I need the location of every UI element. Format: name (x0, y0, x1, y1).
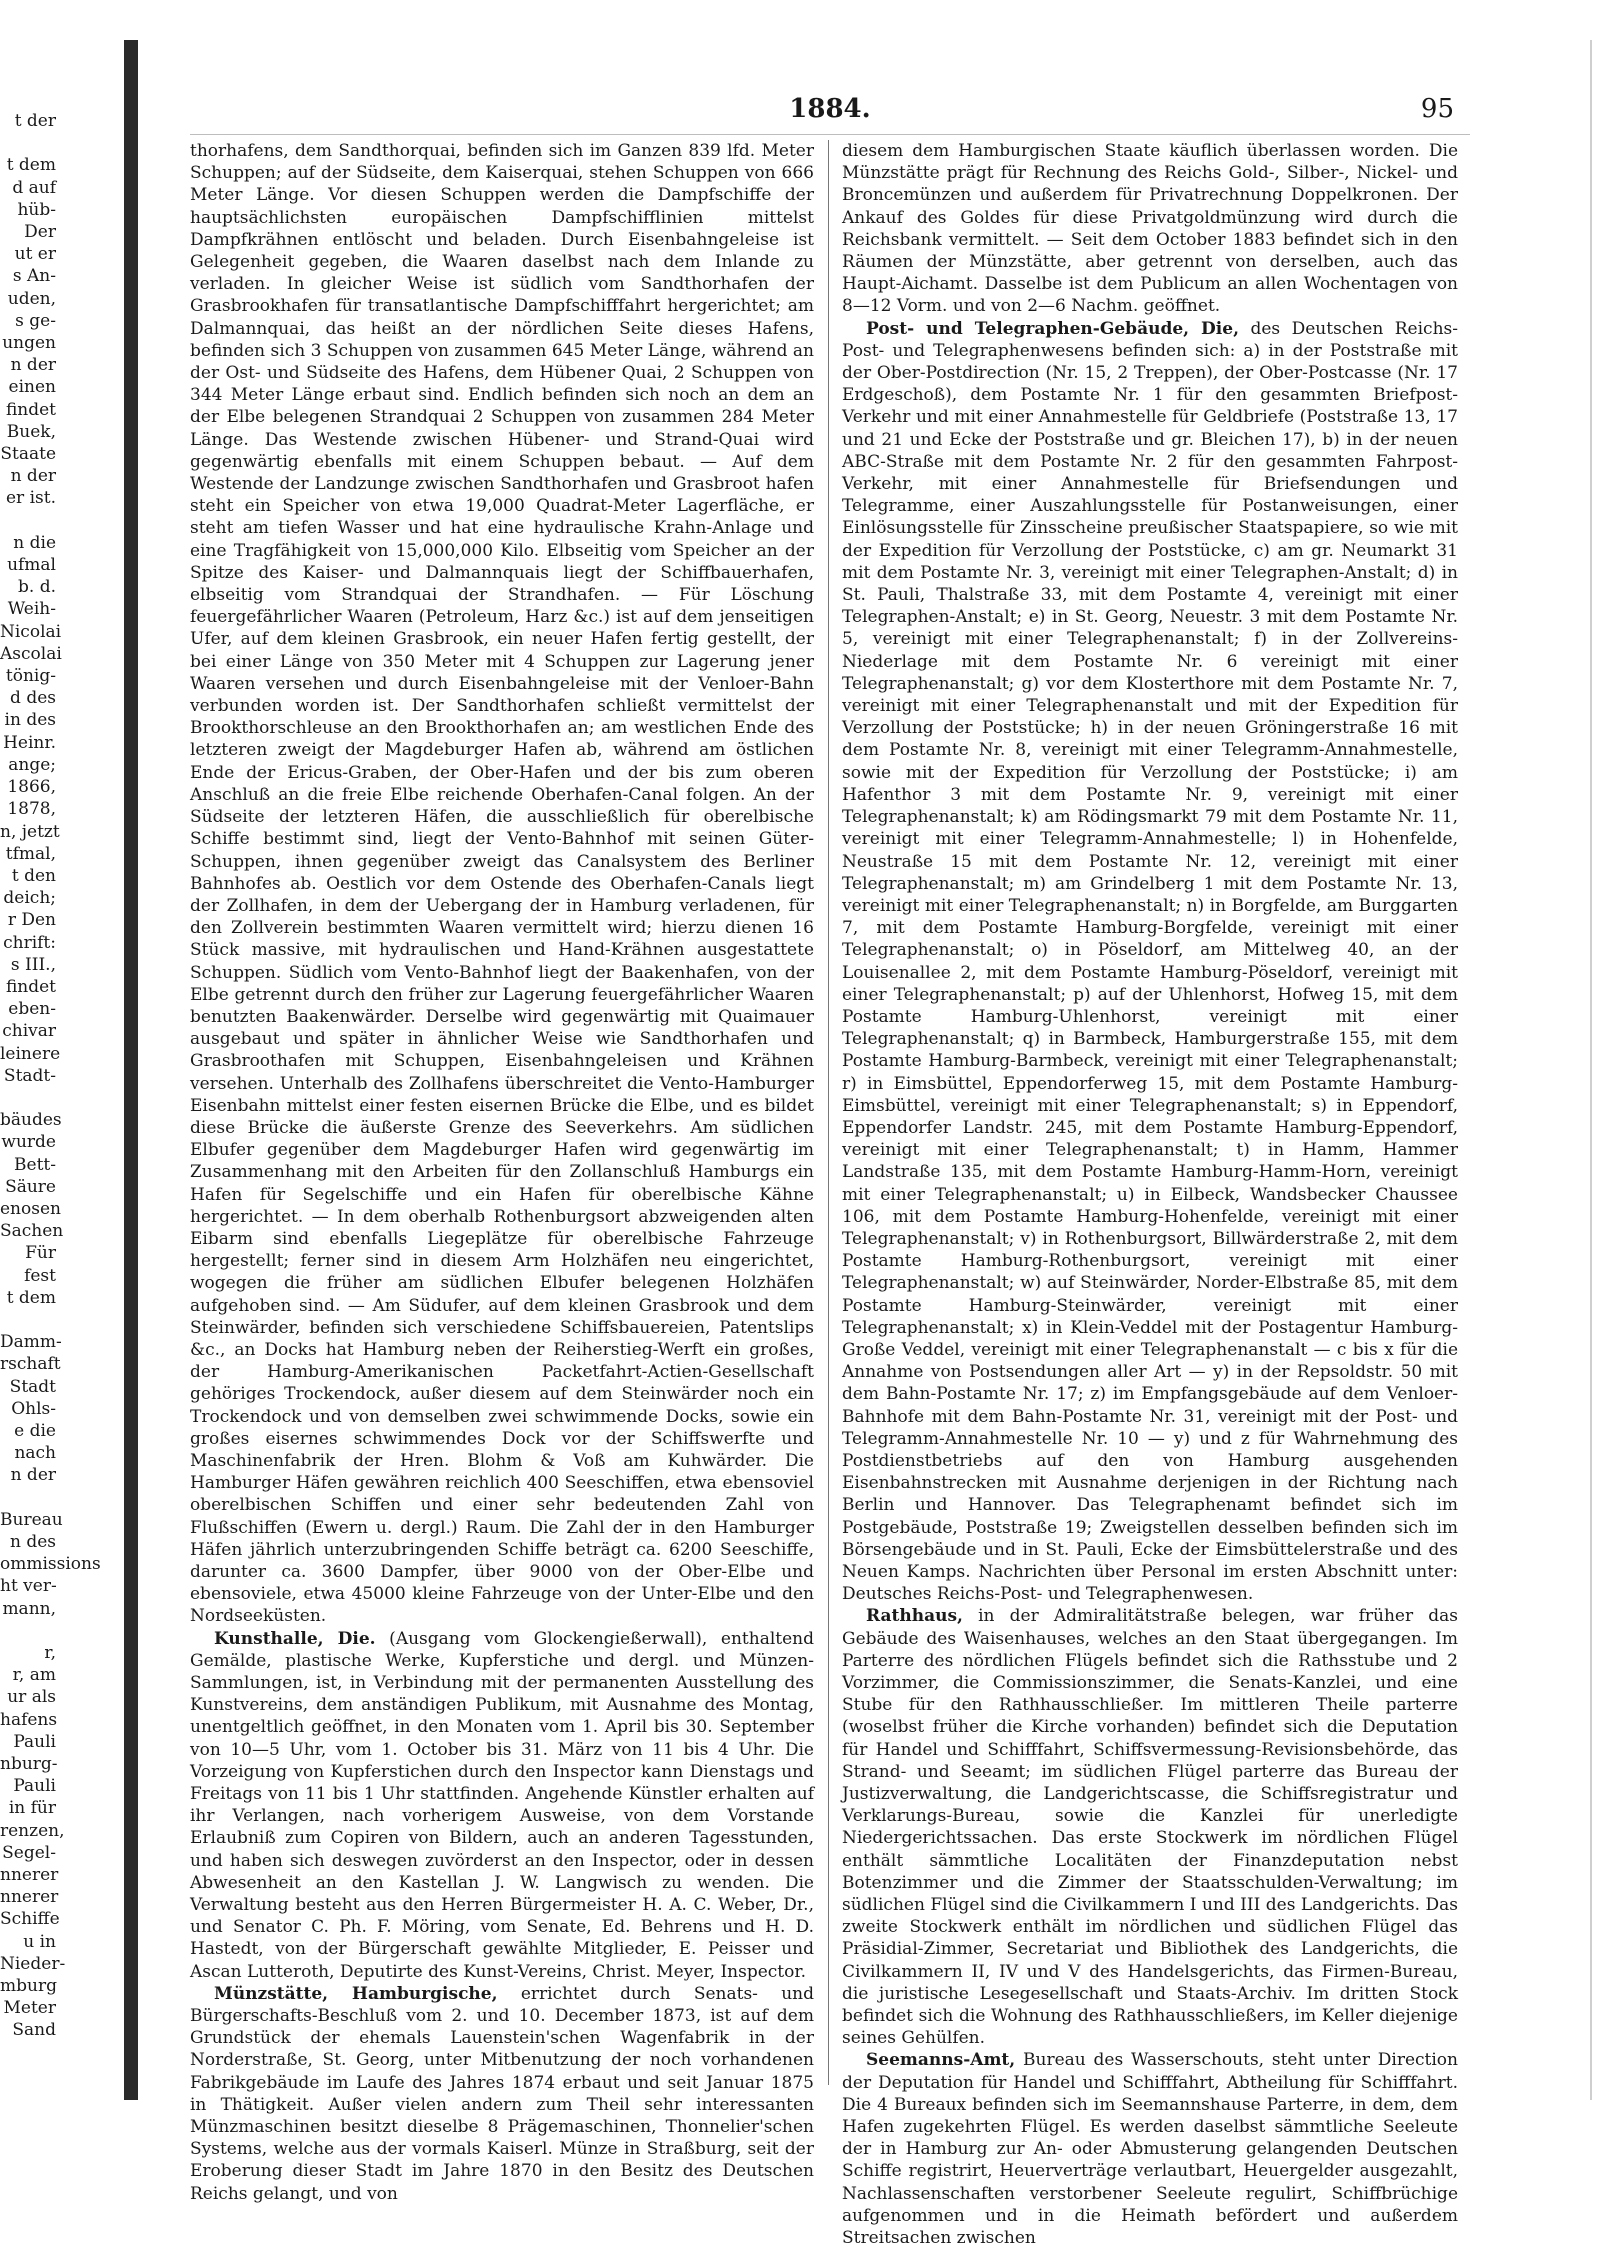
fragment-line: nburg- (0, 1754, 58, 1775)
entry-headword: Kunsthalle, Die. (214, 1628, 376, 1649)
fragment-line: nnerer (0, 1865, 59, 1886)
fragment-line: n des (9, 1532, 56, 1552)
fragment-line (0, 1620, 56, 1642)
entry-body: (Ausgang vom Glockengießerwall), enthaltend Gemälde, plastische Werke, Kupferstiche und dergl. und Münzen-Sammlungen, ist, in Verbindung mit der permanenten Ausstellung des Kunstvereins, dem anständigen Publikum, mit Ausnahme des Montag, unentgeltlich geöffnet, in den Monaten vom 1. April bis 30. September von 10—5 Uhr, vom 1. October bis 31. März von 11 bis 4 Uhr. Die Vorzeigung von Kupferstichen durch den Inspector kann Dienstags und Freitags von 11 bis 1 Uhr stattfinden. Angehende Künstler erhalten auf ihr Verlangen, nach vorherigem Ausweise, von dem Vorstande Erlaubniß zum Copiren von Bildern, auch an anderen Tagesstunden, und haben sich deswegen zuvörderst an den Inspector, oder in dessen Abwesenheit an den Kastellan J. W. Langwisch zu wenden. Die Verwaltung besteht aus den Herren Bürgermeister H. A. C. Weber, Dr., und Senator C. Ph. F. Möring, vom Senate, Ed. Behrens und H. D. Hastedt, von der Bürgerschaft gewählte Mitglieder, E. Peisser und Ascan Lutteroth, Deputirte des Kunst-Vereins, Christ. Meyer, Inspector. (190, 1628, 814, 1982)
fragment-line: bäudes (0, 1110, 62, 1131)
fragment-line: mburg (0, 1976, 57, 1997)
fragment-line: fest (24, 1265, 56, 1286)
lexicon-entry (842, 2049, 1458, 2249)
lexicon-entry (842, 318, 1458, 1606)
page (190, 90, 1470, 2249)
page-year: 1884. (789, 94, 871, 124)
fragment-line: ut er (14, 244, 56, 265)
entry-body: Bureau des Wasserschouts, steht unter Direction der Deputation für Handel und Schifffahrt, Abtheilung für Schifffahrt. Die 4 Bureaux befinden sich im Seemannshause Parterre, in dem, dem Hafen zugekehrten Flügel. Es werden daselbst sämmtliche Seeleute der in Hamburg zur An- oder Abmusterung gelangenden Deutschen Schiffe registrirt, Heuerverträge verlautbart, Heuergelder ausgezahlt, Nachlassenschaften verstorbener Seeleute regulirt, Schiffbrüchige aufgenommen und in die Heimath befördert und außerdem Streitsachen zwischen (842, 2050, 1458, 2249)
fragment-line: renzen, (0, 1820, 65, 1841)
fragment-line: hafens (0, 1709, 58, 1730)
fragment-line: Pauli (13, 1731, 56, 1752)
fragment-line: Sand (12, 2020, 56, 2041)
entry-headword: Münzstätte, Hamburgische, (214, 1983, 498, 2004)
fragment-line: 1878, (7, 799, 56, 820)
fragment-line: r Den (7, 910, 56, 931)
lexicon-entry (190, 1983, 814, 2205)
fragment-line: findet (5, 399, 56, 420)
fragment-line: ange; (8, 754, 56, 775)
book-gutter (124, 40, 138, 2100)
fragment-line: s III., (10, 954, 56, 975)
page-header (190, 90, 1470, 135)
entry-body: diesem dem Hamburgischen Staate käuflich überlassen worden. Die Münzstätte prägt für Rechnung des Reichs Gold-, Silber-, Nickel- und Broncemünzen und außerdem für Privatrechnung Doppelkronen. Der Ankauf des Goldes für diese Privatgoldmünzung wird durch die Reichsbank vermittelt. — Seit dem October 1883 befindet sich in den Räumen der Münzstätte, aber getrennt von derselben, auch das Haupt-Aichamt. Dasselbe ist dem Publicum an allen Wochentagen von 8—12 Vorm. und von 2—6 Nachm. geöffnet. (842, 141, 1458, 317)
fragment-line: leinere (0, 1043, 61, 1064)
fragment-line: n der (10, 466, 56, 487)
fragment-line: ur als (7, 1687, 56, 1708)
fragment-line: n die (13, 532, 56, 553)
fragment-line: Nicolai (0, 621, 62, 642)
fragment-line: d auf (12, 177, 56, 198)
fragment-line: t dem (6, 155, 56, 176)
fragment-line: deich; (3, 888, 56, 909)
fragment-line: ungen (2, 333, 56, 354)
fragment-line: s ge- (15, 310, 56, 331)
page-edge (1590, 40, 1592, 2100)
fragment-line: Damm- (0, 1332, 62, 1353)
fragment-line: Für (25, 1243, 56, 1264)
fragment-line: findet (5, 976, 56, 997)
right-column (842, 140, 1458, 2249)
fragment-line: wurde (1, 1132, 56, 1153)
continued-text (190, 140, 814, 1628)
fragment-line: Bett- (14, 1154, 56, 1175)
fragment-line (0, 1087, 56, 1109)
fragment-line: ufmal (7, 555, 56, 576)
fragment-line: mann, (2, 1598, 56, 1619)
fragment-line: r, am (12, 1665, 56, 1686)
fragment-line: Ohls- (11, 1398, 56, 1419)
fragment-line: Stadt- (3, 1065, 56, 1086)
entry-headword: Seemanns-Amt, (866, 2050, 1016, 2071)
continued-text (842, 140, 1458, 318)
fragment-line: enosen (0, 1198, 61, 1219)
fragment-line: r, (44, 1643, 56, 1664)
left-column (190, 140, 815, 2204)
fragment-line: t den (11, 865, 56, 886)
fragment-line (0, 132, 56, 154)
page-number: 95 (1420, 94, 1454, 124)
fragment-line: Nieder- (0, 1953, 66, 1974)
fragment-line (0, 1309, 56, 1331)
fragment-line: rschaft (0, 1354, 61, 1375)
entry-body: thorhafens, dem Sandthorquai, befinden sich im Ganzen 839 lfd. Meter Schuppen; auf der Südseite, dem Kaiserquai, stehen Schuppen von 666 Meter Länge. Vor diesen Schuppen werden die Dampfschiffe der hauptsächlichsten europäischen Dampfschifflinien mittelst Dampfkrähnen entlöscht und beladen. Durch Eisenbahngeleise ist Gelegenheit gegeben, die Waaren daselbst nach dem Inlande zu verladen. In gleicher Weise ist südlich vom Sandthorhafen der Grasbrookhafen für transatlantische Dampfschifffahrt hergerichtet; am Dalmannquai, das heißt an der nördlichen Seite dieses Hafens, befinden sich 3 Schuppen von zusammen 645 Meter Länge, während an der Ost- und Südseite des Hafens, dem Hübener Quai, 2 Schuppen von 344 Meter Länge erbaut sind. Endlich befinden sich noch an dem an der Elbe belegenen Strandquai 2 Schuppen von zusammen 284 Meter Länge. Das Westende zwischen Hübener- und Strand-Quai wird gegenwärtig ebenfalls mit einem Schuppen bebaut. — Auf dem Westende der Landzunge zwischen Sandthorhafen und Grasbroot hafen steht ein Speicher von etwa 19,000 Quadrat-Meter Lagerfläche, er steht am tiefen Wasser und hat eine hydraulische Krahn-Anlage und eine Tragfähigkeit von 15,000,000 Kilo. Elbseitig vom Speicher an der Spitze des Kaiser- und Dalmannquais liegt der Schiffbauerhafen, elbseitig vom Strandquai der Strandhafen. — Für Löschung feuergefährlicher Waaren (Petroleum, Harz &c.) ist auf dem jenseitigen Ufer, auf dem kleinen Grasbrook, ein neuer Hafen fertig gestellt, der bei einer Länge von 350 Meter mit 4 Schuppen zur Lagerung jener Waaren versehen und durch Eisenbahngeleise mit der Venloer-Bahn verbunden worden ist. Der Sandthorhafen schließt vermittelst der Brookthorschleuse an den Brookthorhafen an; am westlichen Ende des letzteren zweigt der Magdeburger Hafen ab, während am östlichen Ende der Ericus-Graben, der Ober-Hafen und der bis zum oberen Anschluß an die freie Elbe reichende Oberhafen-Canal folgen. An der Südseite der letzteren Häfen, die ausschließlich für oberelbische Schiffe bestimmt sind, liegt der Vento-Bahnhof mit seinen Güter-Schuppen, ihnen gegenüber zweigt das Canalsystem des Berliner Bahnhofes ab. Oestlich vor dem Ostende des Oberhafen-Canals liegt der Zollhafen, in dem der Uebergang der in Hamburg verladenen, für den Zollverein bestimmten Waaren vermittelt wird; hierzu dienen 16 Stück massive, mit hydraulischen und Hand-Krähnen ausgestattete Schuppen. Südlich vom Vento-Bahnhof liegt der Baakenhafen, von der Elbe getrennt durch den früher zur Lagerung feuergefährlicher Waaren benutzten Baakenwärder. Derselbe wird gegenwärtig mit Quaimauer ausgebaut und später in ähnlicher Weise wie Sandthorhafen und Grasbroothafen mit Schuppen, Eisenbahngeleisen und Krähnen versehen. Unterhalb des Zollhafens überschreitet die Vento-Hamburger Eisenbahn mittelst einer festen eisernen Brücke die Elbe, und es bildet diese Brücke die äußerste Grenze des Seeverkehrs. Am südlichen Elbufer gegenüber dem Magdeburger Hafen wird gegenwärtig im Zusammenhang mit den Arbeiten für den Zollanschluß Hamburgs ein Hafen für Segelschiffe und ein Hafen für oberelbische Kähne hergerichtet. — In dem oberhalb Rothenburgsort abzweigenden alten Eibarm sind ebenfalls Liegeplätze für oberelbische Fahrzeuge hergestellt; ferner sind in diesem Arm Holzhäfen neu eingerichtet, wogegen die früher am südlichen Elbufer belegenen Holzhäfen aufgehoben sind. — Am Südufer, auf dem kleinen Grasbrook und dem Steinwärder, befinden sich verschiedene Schiffsbauereien, Patentslips &c., an Docks hat Hamburg neben der Reiherstieg-Werft ein großes, der Hamburg-Amerikanischen Packetfahrt-Actien-Gesellschaft gehöriges Trockendock, außer diesem auf dem Steinwärder noch ein Trockendock und von demselben zwei schwimmende Docks, sowie ein großes eisernes schwimmendes Dock vor der Schiffswerfte und Maschinenfabrik der Hren. Blohm & Voß am Kuhwärder. Die Hamburger Häfen gewähren reichlich 400 Seeschiffen, etwa ebensoviel oberelbischen Schiffen und einer sehr bedeutenden Zahl von Flußschiffen (Ewern u. dergl.) Raum. Die Zahl der in den Hamburger Häfen jährlich unterzubringenden Schiffe beträgt ca. 6200 Seeschiffe, darunter ca. 3600 Dampfer, über 9000 von der Ober-Elbe und ebensoviele, etwa 45000 kleine Fahrzeuge von der Unter-Elbe und den Nordseeküsten. (190, 141, 814, 1627)
fragment-line (0, 510, 56, 532)
fragment-line: Weih- (7, 599, 56, 620)
fragment-line: eben- (8, 999, 56, 1020)
fragment-line: Stadt (9, 1376, 56, 1397)
entry-body: in der Admiralitätstraße belegen, war früher das Gebäude des Waisenhauses, welches an den Staat übergegangen. Im Parterre des nördlichen Flügels befindet sich die Rathsstube und 2 Vorzimmer, die Commissionszimmer, die Senats-Kanzlei, und eine Stube für den Rathhausschließer. Im mittleren Theile parterre (woselbst früher die Kirche vorhanden) befindet sich die Deputation für Handel und Schifffahrt, Schiffsvermessung-Revisionsbehörde, das Strand- und Seeamt; im südlichen Flügel parterre das Bureau der Justizverwaltung, die Landgerichtscasse, die Schiffsregistratur und Verklarungs-Bureau, sowie die Kanzlei für unerledigte Niedergerichtssachen. Das erste Stockwerk im nördlichen Flügel enthält sämmtliche Localitäten der Finanzdeputation nebst Botenzimmer und die Zimmer der Staatsschulden-Verwaltung; im südlichen Flügel sind die Civilkammern I und III des Landgerichts. Das zweite Stockwerk enthält im nördlichen und südlichen Flügel das Präsidial-Zimmer, Secretariat und Bibliothek des Landgerichts, die Civilkammern II, IV und V des Handelsgerichts, das Firmen-Bureau, die juristische Lesegesellschaft und Staats-Archiv. Im dritten Stock befindet sich die Wohnung des Rathhausschließers, im Keller diejenige seines Gehülfen. (842, 1606, 1458, 2049)
column-divider (828, 140, 829, 2085)
lexicon-entry (190, 1628, 814, 1983)
fragment-line: s An- (12, 266, 56, 287)
fragment-line: hüb- (17, 199, 56, 220)
fragment-line: n, jetzt (0, 821, 60, 842)
previous-page-fragment (0, 110, 101, 2090)
fragment-line: e die (14, 1420, 56, 1441)
fragment-line: u in (23, 1931, 56, 1952)
fragment-line: nnerer (0, 1887, 59, 1908)
fragment-line: n der (10, 355, 56, 376)
fragment-line: Ascolai (0, 643, 62, 664)
fragment-line: tönig- (5, 666, 56, 687)
fragment-line: Segel- (2, 1842, 56, 1863)
fragment-line: nach (14, 1443, 56, 1464)
fragment-line: t der (14, 111, 56, 131)
entry-body: des Deutschen Reichs-Post- und Telegraphenwesens befinden sich: a) in der Poststraße mit der Ober-Postdirection (Nr. 15, 2 Treppen), der Ober-Postcasse (Nr. 17 Erdgeschoß), dem Postamte Nr. 1 für den gesammten Briefpost-Verkehr und mit einer Annahmestelle für Geldbriefe (Poststraße 13, 17 und 21 und Ecke der Poststraße und gr. Bleichen 17), b) in der neuen ABC-Straße mit dem Postamte Nr. 2 für den gesammten Fahrpost-Verkehr, mit einer Annahmestelle für Briefsendungen und Telegramme, einer Auszahlungsstelle für Postanweisungen, einer Einlösungsstelle für Zinsscheine preußischer Staatspapiere, so wie mit der Expedition für Verzollung der Poststücke, c) am gr. Neumarkt 31 mit dem Postamte Nr. 3, vereinigt mit einer Telegraphen-Anstalt; d) in St. Pauli, Thalstraße 33, mit dem Postamte 4, vereinigt mit einer Telegraphen-Anstalt; e) in St. Georg, Neuestr. 3 mit dem Postamte Nr. 5, vereinigt mit einer Telegraphenanstalt; f) in der Zollvereins-Niederlage mit dem Postamte Nr. 6 vereinigt mit einer Telegraphenanstalt; g) vor dem Klosterthore mit dem Postamte Nr. 7, vereinigt mit einer Telegraphenanstalt und mit der Expedition für Verzollung der Poststücke; h) in der neuen Gröningerstraße 16 mit dem Postamte Nr. 8, vereinigt mit einer Telegramm-Annahmestelle, sowie mit der Expedition für Verzollung der Poststücke; i) am Hafenthor 3 mit dem Postamte Nr. 9, vereinigt mit einer Telegraphenanstalt; k) am Rödingsmarkt 79 mit dem Postamte Nr. 11, vereinigt mit einer Telegramm-Annahmestelle; l) in Hohenfelde, Neustraße 15 mit dem Postamte Nr. 12, vereinigt mit einer Telegraphenanstalt; m) am Grindelberg 1 mit dem Postamte Nr. 13, vereinigt mit einer Telegraphenanstalt; n) in Borgfelde, am Burggarten 7, mit dem Postamte Hamburg-Borgfelde, vereinigt mit einer Telegraphenanstalt; o) in Pöseldorf, am Mittelweg 40, an der Louisenallee 2, mit dem Postamte Hamburg-Pöseldorf, vereinigt mit einer Telegraphenanstalt; p) auf der Uhlenhorst, Hofweg 15, mit dem Postamte Hamburg-Uhlenhorst, vereinigt mit einer Telegraphenanstalt; q) in Barmbeck, Hamburgerstraße 155, mit dem Postamte Hamburg-Barmbeck, vereinigt mit einer Telegraphenanstalt; r) in Eimsbüttel, Eppendorferweg 15, mit dem Postamte Hamburg-Eimsbüttel, vereinigt mit einer Telegraphenanstalt; s) in Eppendorf, Eppendorfer Landstr. 245, mit dem Postamte Hamburg-Eppendorf, vereinigt mit einer Telegraphenanstalt; t) in Hamm, Hammer Landstraße 135, mit dem Postamte Hamburg-Hamm-Horn, vereinigt mit einer Telegraphenanstalt; u) in Eilbeck, Wandsbecker Chaussee 106, mit dem Postamte Hamburg-Hohenfelde, vereinigt mit einer Telegraphenanstalt; v) in Rothenburgsort, Billwärderstraße 2, mit dem Postamte Hamburg-Rothenburgsort, vereinigt mit einer Telegraphenanstalt; w) auf Steinwärder, Norder-Elbstraße 85, mit dem Postamte Hamburg-Steinwärder, vereinigt mit einer Telegraphenanstalt; x) in Klein-Veddel mit der Postagentur Hamburg-Große Veddel, vereinigt mit einer Telegraphenanstalt — c bis x für die Annahme von Postsendungen aller Art — y) in der Repsoldstr. 50 mit dem Bahn-Postamte Nr. 17; z) im Empfangsgebäude auf dem Venloer-Bahnhofe mit dem Bahn-Postamte Nr. 31, vereinigt mit der Post- und Telegramm-Annahmestelle Nr. 10 — y) und z für Wahrnehmung des Postdienstbetriebs auf den von Hamburg ausgehenden Eisenbahnstrecken mit Ausnahme derjenigen in der Richtung nach Berlin und Hannover. Das Telegraphenamt befindet sich im Postgebäude, Poststraße 19; Zweigstellen desselben befinden sich im Börsengebäude und in St. Pauli, Ecke der Eimsbüttelerstraße und des Neuen Kamps. Nachrichten über Personal im ersten Abschnitt unter: Deutsches Reichs-Post- und Telegraphenwesen. (842, 318, 1458, 1605)
fragment-line: Pauli (13, 1776, 56, 1797)
entry-body: errichtet durch Senats- und Bürgerschafts-Beschluß vom 2. und 10. December 1873, ist auf dem Grundstück der ehemals Lauenstein'schen Wagenfabrik in der Norderstraße, St. Georg, unter Mitbenutzung der noch vorhandenen Fabrikgebäude im Laufe des Jahres 1874 erbaut und seit Januar 1875 in Thätigkeit. Außer vielen andern zum Theil sehr interessanten Münzmaschinen besitzt dieselbe 8 Prägemaschinen, Thonnelier'schen Systems, welche aus der vormals Kaiserl. Münze in Straßburg, seit der Eroberung dieser Stadt im Jahre 1870 in den Besitz des Deutschen Reichs gelangt, und von (190, 1983, 815, 2204)
fragment-line: t dem (6, 1287, 56, 1308)
fragment-line: Heinr. (3, 732, 56, 753)
fragment-line: d des (10, 688, 56, 709)
fragment-line: in des (4, 710, 56, 731)
fragment-line: chivar (2, 1021, 56, 1042)
fragment-line: tfmal, (5, 843, 56, 864)
fragment-line: Bureau (0, 1509, 63, 1530)
fragment-line: Schiffe (0, 1909, 60, 1930)
fragment-line: in für (8, 1798, 56, 1819)
fragment-line: Säure (5, 1176, 56, 1197)
entry-headword: Post- und Telegraphen-Gebäude, Die, (866, 318, 1239, 339)
fragment-line: ht ver- (0, 1576, 57, 1597)
fragment-line: 1866, (7, 777, 56, 798)
fragment-line: er ist. (6, 488, 56, 509)
fragment-line: Staate (0, 444, 56, 465)
entry-headword: Rathhaus, (866, 1606, 963, 1627)
fragment-line: n der (10, 1465, 56, 1486)
fragment-line: uden, (7, 288, 56, 309)
lexicon-entry (842, 1605, 1458, 2049)
fragment-line: Sachen (0, 1221, 64, 1242)
fragment-line (0, 1487, 56, 1509)
fragment-line: b. d. (18, 577, 56, 598)
fragment-line: Meter (3, 1998, 56, 2019)
fragment-line: Buek, (6, 421, 56, 442)
fragment-line: einen (8, 377, 56, 398)
fragment-line: Der (24, 222, 56, 243)
fragment-line: ommissions (0, 1554, 101, 1575)
fragment-line: chrift: (3, 932, 56, 953)
